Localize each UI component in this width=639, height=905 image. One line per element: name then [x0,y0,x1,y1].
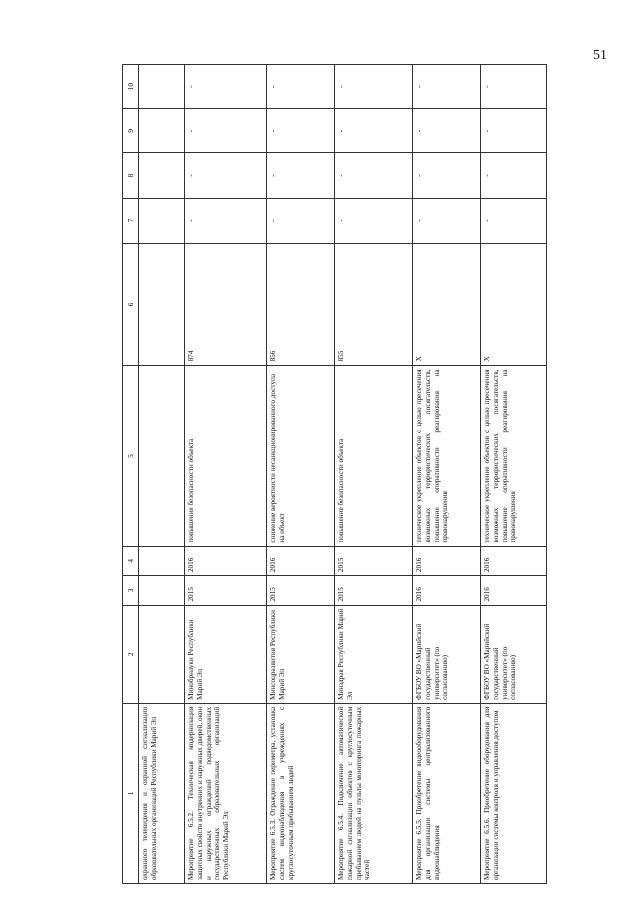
cell-c8: - [481,153,547,198]
col-header-5: 5 [123,366,139,546]
cell-c9 [139,109,185,153]
cell-c7: - [413,198,481,243]
cell-indicator: 856 [267,243,335,366]
cell-c10: - [481,65,547,109]
cell-end: 2016 [185,546,267,575]
col-header-1: 1 [123,703,139,883]
cell-indicator [139,243,185,366]
cell-executor: Минобрнауки Республики Марий Эл [185,605,267,703]
col-header-6: 6 [123,243,139,366]
cell-c7: - [335,198,413,243]
header-row [123,65,139,884]
cell-result [139,366,185,546]
cell-end [139,546,185,575]
cell-result: повышение безопасности объекта [335,366,413,546]
cell-indicator: X [481,243,547,366]
cell-end: 2016 [481,546,547,575]
cell-c7: - [185,198,267,243]
table-row [413,65,481,884]
cell-result: техническое укрепление объектов с целью пресечения возможных террористических посягательств, повышение оперативности реагирования на правонарушения [413,366,481,546]
cell-measure: Мероприятие 6.5.2. Техническая модернизация защитных свойств внутренних и наружных дверей, окон и наружных ограждений подведомственных государственных образовательных организаций Республики Марий Эл [185,703,267,883]
cell-c7 [139,198,185,243]
cell-c10 [139,65,185,109]
cell-start [139,576,185,605]
cell-c9: - [413,109,481,153]
cell-executor [139,605,185,703]
cell-executor: ФГБОУ ВО «Марийский государственный университет» (по согласованию) [481,605,547,703]
table-row [481,65,547,884]
cell-c9: - [267,109,335,153]
cell-start: 2015 [335,576,413,605]
cell-executor: Минздрав Республики Марий Эл [335,605,413,703]
cell-c8: - [335,153,413,198]
cell-end: 2015 [335,546,413,575]
col-header-10: 10 [123,65,139,109]
cell-c10: - [413,65,481,109]
cell-c7: - [481,198,547,243]
cell-measure: Мероприятие 6.5.4. Подключение автоматической пожарной сигнализации объектов с круглосуточным пребыванием людей на пульты мониторинга пожарных частей [335,703,413,883]
cell-indicator: 874 [185,243,267,366]
cell-measure: Мероприятие 6.5.3. Ограждение периметра, установка систем видеонаблюдения в учреждениях с круглосуточным пребыванием людей [267,703,335,883]
cell-end: 2016 [413,546,481,575]
cell-c9: - [185,109,267,153]
table-row [267,65,335,884]
cell-c8: - [267,153,335,198]
cell-measure: охранного телевидения и охранной сигнализации образовательных организаций Республики Марий Эл [139,703,185,883]
col-header-2: 2 [123,605,139,703]
cell-result: снижение вероятности несанкционированного доступа на объект [267,366,335,546]
cell-result: повышение безопасности объекта [185,366,267,546]
col-header-4: 4 [123,546,139,575]
cell-result: техническое укрепление объектов с целью пресечения возможных террористических посягательств, повышение оперативности реагирования на правонарушения [481,366,547,546]
cell-c8: - [185,153,267,198]
col-header-9: 9 [123,109,139,153]
rotated-table-page [122,64,522,884]
page-number: 51 [593,48,607,63]
cell-executor: Минсоцразвития Республики Марий Эл [267,605,335,703]
cell-c8: - [413,153,481,198]
cell-indicator: 855 [335,243,413,366]
cell-c10: - [335,65,413,109]
cell-c10: - [185,65,267,109]
col-header-3: 3 [123,576,139,605]
table-row [335,65,413,884]
table-row [139,65,185,884]
cell-measure: Мероприятие 6.5.6. Приобретение оборудования для организации системы контроля и управления доступом [481,703,547,883]
cell-measure: Мероприятие 6.5.5. Приобретение видеооборудования для организации системы централизованного видеонаблюдения [413,703,481,883]
cell-end: 2016 [267,546,335,575]
cell-c7: - [267,198,335,243]
col-header-7: 7 [123,198,139,243]
measures-table [122,64,547,884]
cell-c9: - [481,109,547,153]
cell-start: 2015 [267,576,335,605]
table-row [185,65,267,884]
cell-c10: - [267,65,335,109]
cell-start: 2015 [185,576,267,605]
cell-c8 [139,153,185,198]
col-header-8: 8 [123,153,139,198]
cell-c9: - [335,109,413,153]
cell-executor: ФГБОУ ВО «Марийский государственный университет» (по согласованию) [413,605,481,703]
cell-start: 2016 [481,576,547,605]
cell-indicator: X [413,243,481,366]
cell-start: 2016 [413,576,481,605]
